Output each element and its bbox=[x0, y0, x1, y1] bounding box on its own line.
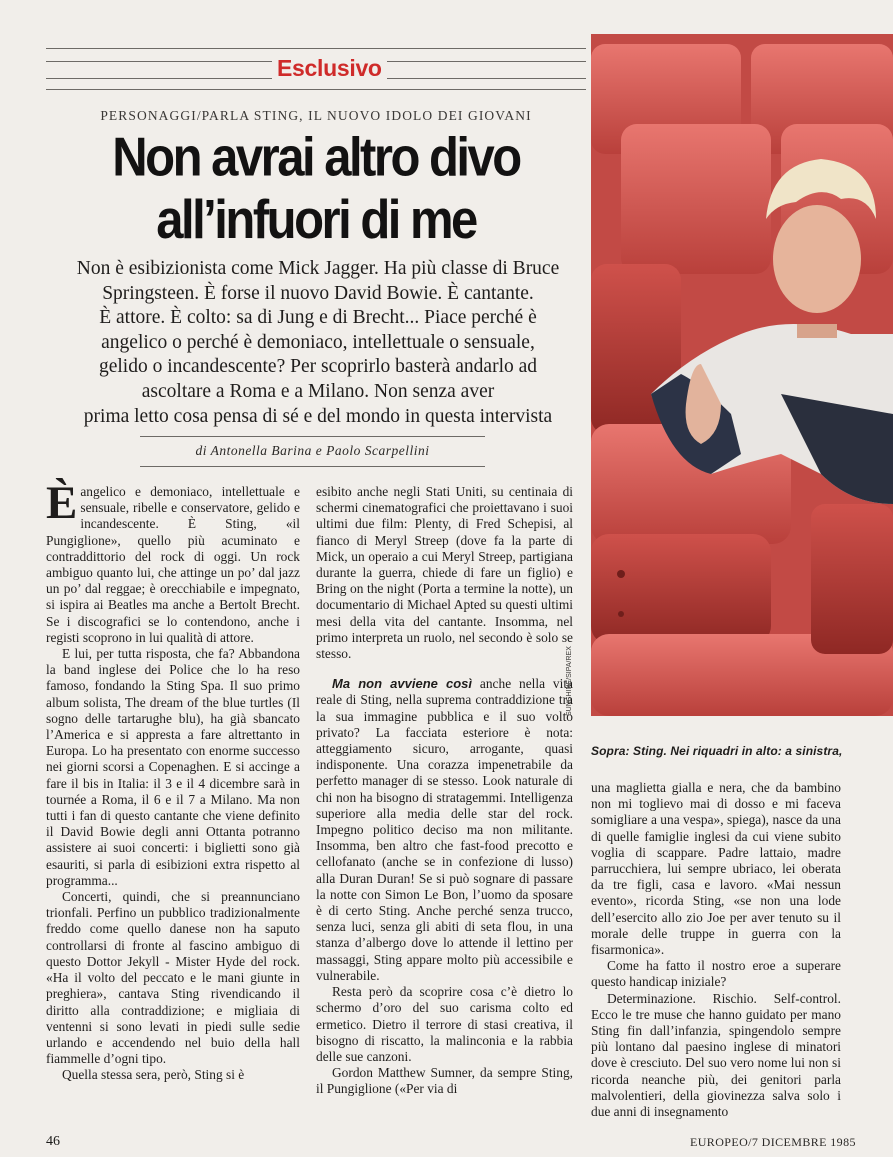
page-number: 46 bbox=[46, 1134, 60, 1149]
overline: PERSONAGGI/PARLA STING, IL NUOVO IDOLO DEI GIOVANI bbox=[100, 108, 532, 123]
paragraph: E lui, per tutta risposta, che fa? Abbandona la band inglese dei Police che lo ha reso famoso, fondando la Sting Spa. Il suo primo album solista, The dream of the blue turtles (Il sogno delle tartarughe blu), ha già sbancato l’America e si appresta a fare altrettanto in Europa. Lo ha presentato con enorme successo nei giorni scorsi a Copenaghen. E si accinge a fare il bis in Italia: il 3 e il 4 dicembre sarà in tournée a Roma, il 6 e il 7 a Milano. Ma non tutti i fan di questo cantante che viene definito il David Bowie degli anni Ottanta potranno assistere ai suoi concerti: i biglietti sono già esauriti, si parla di esibizioni extra rispetto al programma... bbox=[46, 646, 300, 888]
section-rules bbox=[46, 48, 586, 90]
title-line: Non avrai altro divo bbox=[112, 127, 520, 188]
dropcap: È bbox=[46, 477, 78, 529]
article-column-3 bbox=[591, 780, 841, 1120]
byline-rule-top bbox=[140, 436, 485, 437]
paragraph: esibito anche negli Stati Uniti, su centinaia di schermi cinematografici che proiettavano i suoi ultimi due film: Plenty, di Fred Schepisi, al fianco di Meryl Streep (dove fa la parte di Mick, un operaio a cui Meryl Streep, partigiana durante la guerra, chiede di fare un figlio) e Bring on the night (Porta a termine la notte), un documentario di Michael Apted su questi ultimi mesi della vita del cantante. Insomma, nel primo interpreta un ruolo, nel secondo è solo se stesso. bbox=[316, 484, 573, 662]
standfirst-line: Springsteen. È forse il nuovo David Bowie. È cantante. bbox=[102, 282, 534, 304]
article-title bbox=[40, 126, 592, 251]
photo-caption: Sopra: Sting. Nei riquadri in alto: a sinistra, bbox=[591, 744, 843, 758]
section-label: Esclusivo bbox=[272, 53, 387, 83]
paragraph: Concerti, quindi, che si preannunciano trionfali. Perfino un pubblico tradizionalmente freddo come quello danese non ha saputo controllarsi di fronte al fascino ambiguo di questo Dottor Jekyll - Mister Hyde del rock. «Ha il volto del peccato e le mani giunte in preghiera», cantava Sting rivendicando il diritto alla contraddizione; e migliaia di ventenni si sono levati in piedi sulle sedie urlando e accendendo nel buio della hall fiammelle d’ogni tipo. bbox=[46, 889, 300, 1067]
byline: di Antonella Barina e Paolo Scarpellini bbox=[195, 443, 430, 458]
standfirst bbox=[50, 257, 586, 429]
title-line: all’infuori di me bbox=[156, 189, 476, 251]
article-column-2 bbox=[316, 484, 573, 1098]
standfirst-line: angelico o perché è demoniaco, intellettuale o sensuale, bbox=[101, 331, 535, 353]
stadium-seats-illustration bbox=[591, 34, 893, 716]
paragraph: Gordon Matthew Sumner, da sempre Sting, il Pungiglione («Per via di bbox=[316, 1065, 573, 1097]
standfirst-line: gelido o incandescente? Per scoprirlo basterà andarlo ad bbox=[98, 356, 538, 378]
sting-photo bbox=[591, 34, 893, 716]
photo-credit: SUNSHINE/SIPA/REX bbox=[566, 646, 573, 716]
paragraph: Resta però da scoprire cosa c’è dietro lo schermo d’oro del suo carisma colto ed ermetico. Dietro il terrore di stasi creativa, il bisogno di riscatto, la malinconia e la rabbia delle sue canzoni. bbox=[316, 984, 573, 1064]
paragraph: Come ha fatto il nostro eroe a superare questo handicap iniziale? bbox=[591, 958, 841, 990]
paragraph: Determinazione. Rischio. Self-control. Ecco le tre muse che hanno guidato per mano Sting fin dall’infanzia, spingendolo sempre più lontano dal paesino inglese di minatori dove è cresciuto. Del suo vero nome lui non si ricorda neanche più, dei genitori parla malvolentieri, della giovinezza salva solo i due anni di insegnamento bbox=[591, 990, 841, 1120]
article-column-1 bbox=[46, 477, 300, 1084]
paragraph: Quella stessa sera, però, Sting si è bbox=[62, 1067, 245, 1083]
standfirst-line: ascoltare a Roma e a Milano. Non senza aver bbox=[141, 380, 495, 402]
byline-rule-bottom bbox=[140, 466, 485, 467]
paragraph: una maglietta gialla e nera, che da bambino non mi toglievo mai di dosso e mi faceva somigliare a una vespa», spiega), nasce da una di quelle famiglie inglesi da cui viene subito voglia di scappare. Padre lattaio, madre parrucchiera, lui sempre ubriaco, lei oberata da tre figli, casa e lavoro. «Mai nessun evento», ricorda Sting, «se non una lode dell’esercito allo zio Joe per aver tenuto su il morale delle truppe in guerra con la fisarmonica». bbox=[591, 780, 841, 958]
paragraph: Ma non avviene così anche nella vita reale di Sting, nella suprema contraddizione tra la sua immagine pubblica e il suo volto privato? La facciata esteriore è nota: atteggiamento sicuro, arrogante, quasi indisponente. Una corazza impenetrabile da perfetto manager di se stesso. Look naturale di chi non ha bisogno di stratagemmi. Intelligenza superiore alla media delle star del rock. Impegno politico deciso ma non militante. Insomma, ben altro che fast-food precotto e cellofanato (anche se in confezione di lusso) alla Duran Duran! Se si può sognare di passare la notte con Simon Le Bon, l’uomo da sposare è di certo Sting. Anche perché senza trucco, senza luci, senza gli abiti di seta flou, in una stanza d’albergo dove lo attende il lettino per massaggi, Sting appare molto più accessibile e vulnerabile. bbox=[316, 676, 573, 983]
issue-footer: EUROPEO/7 DICEMBRE 1985 bbox=[690, 1135, 856, 1149]
standfirst-line: È attore. È colto: sa di Jung e di Brecht... Piace perché è bbox=[99, 307, 537, 329]
subhead: Ma non avviene così bbox=[332, 676, 473, 692]
standfirst-line: Non è esibizionista come Mick Jagger. Ha più classe di Bruce bbox=[76, 258, 560, 279]
paragraph: Èangelico e demoniaco, intellettuale e sensuale, ribelle e conservatore, gelido e incandescente. È Sting, «il Pungiglione», quello più acuminato e contraddittorio del rock di oggi. Un rock ambiguo quanto lui, che attinge un po’ dal jazz un po’ dal reggae; è orecchiabile e impegnato, si ispira ai Beatles ma anche a Bertolt Brecht. Se i discografici se lo contendono, anche i registi scoprono in lui qualità di attore. bbox=[46, 477, 300, 645]
standfirst-line: prima letto cosa pensa di sé e del mondo in questa intervista bbox=[83, 405, 553, 427]
